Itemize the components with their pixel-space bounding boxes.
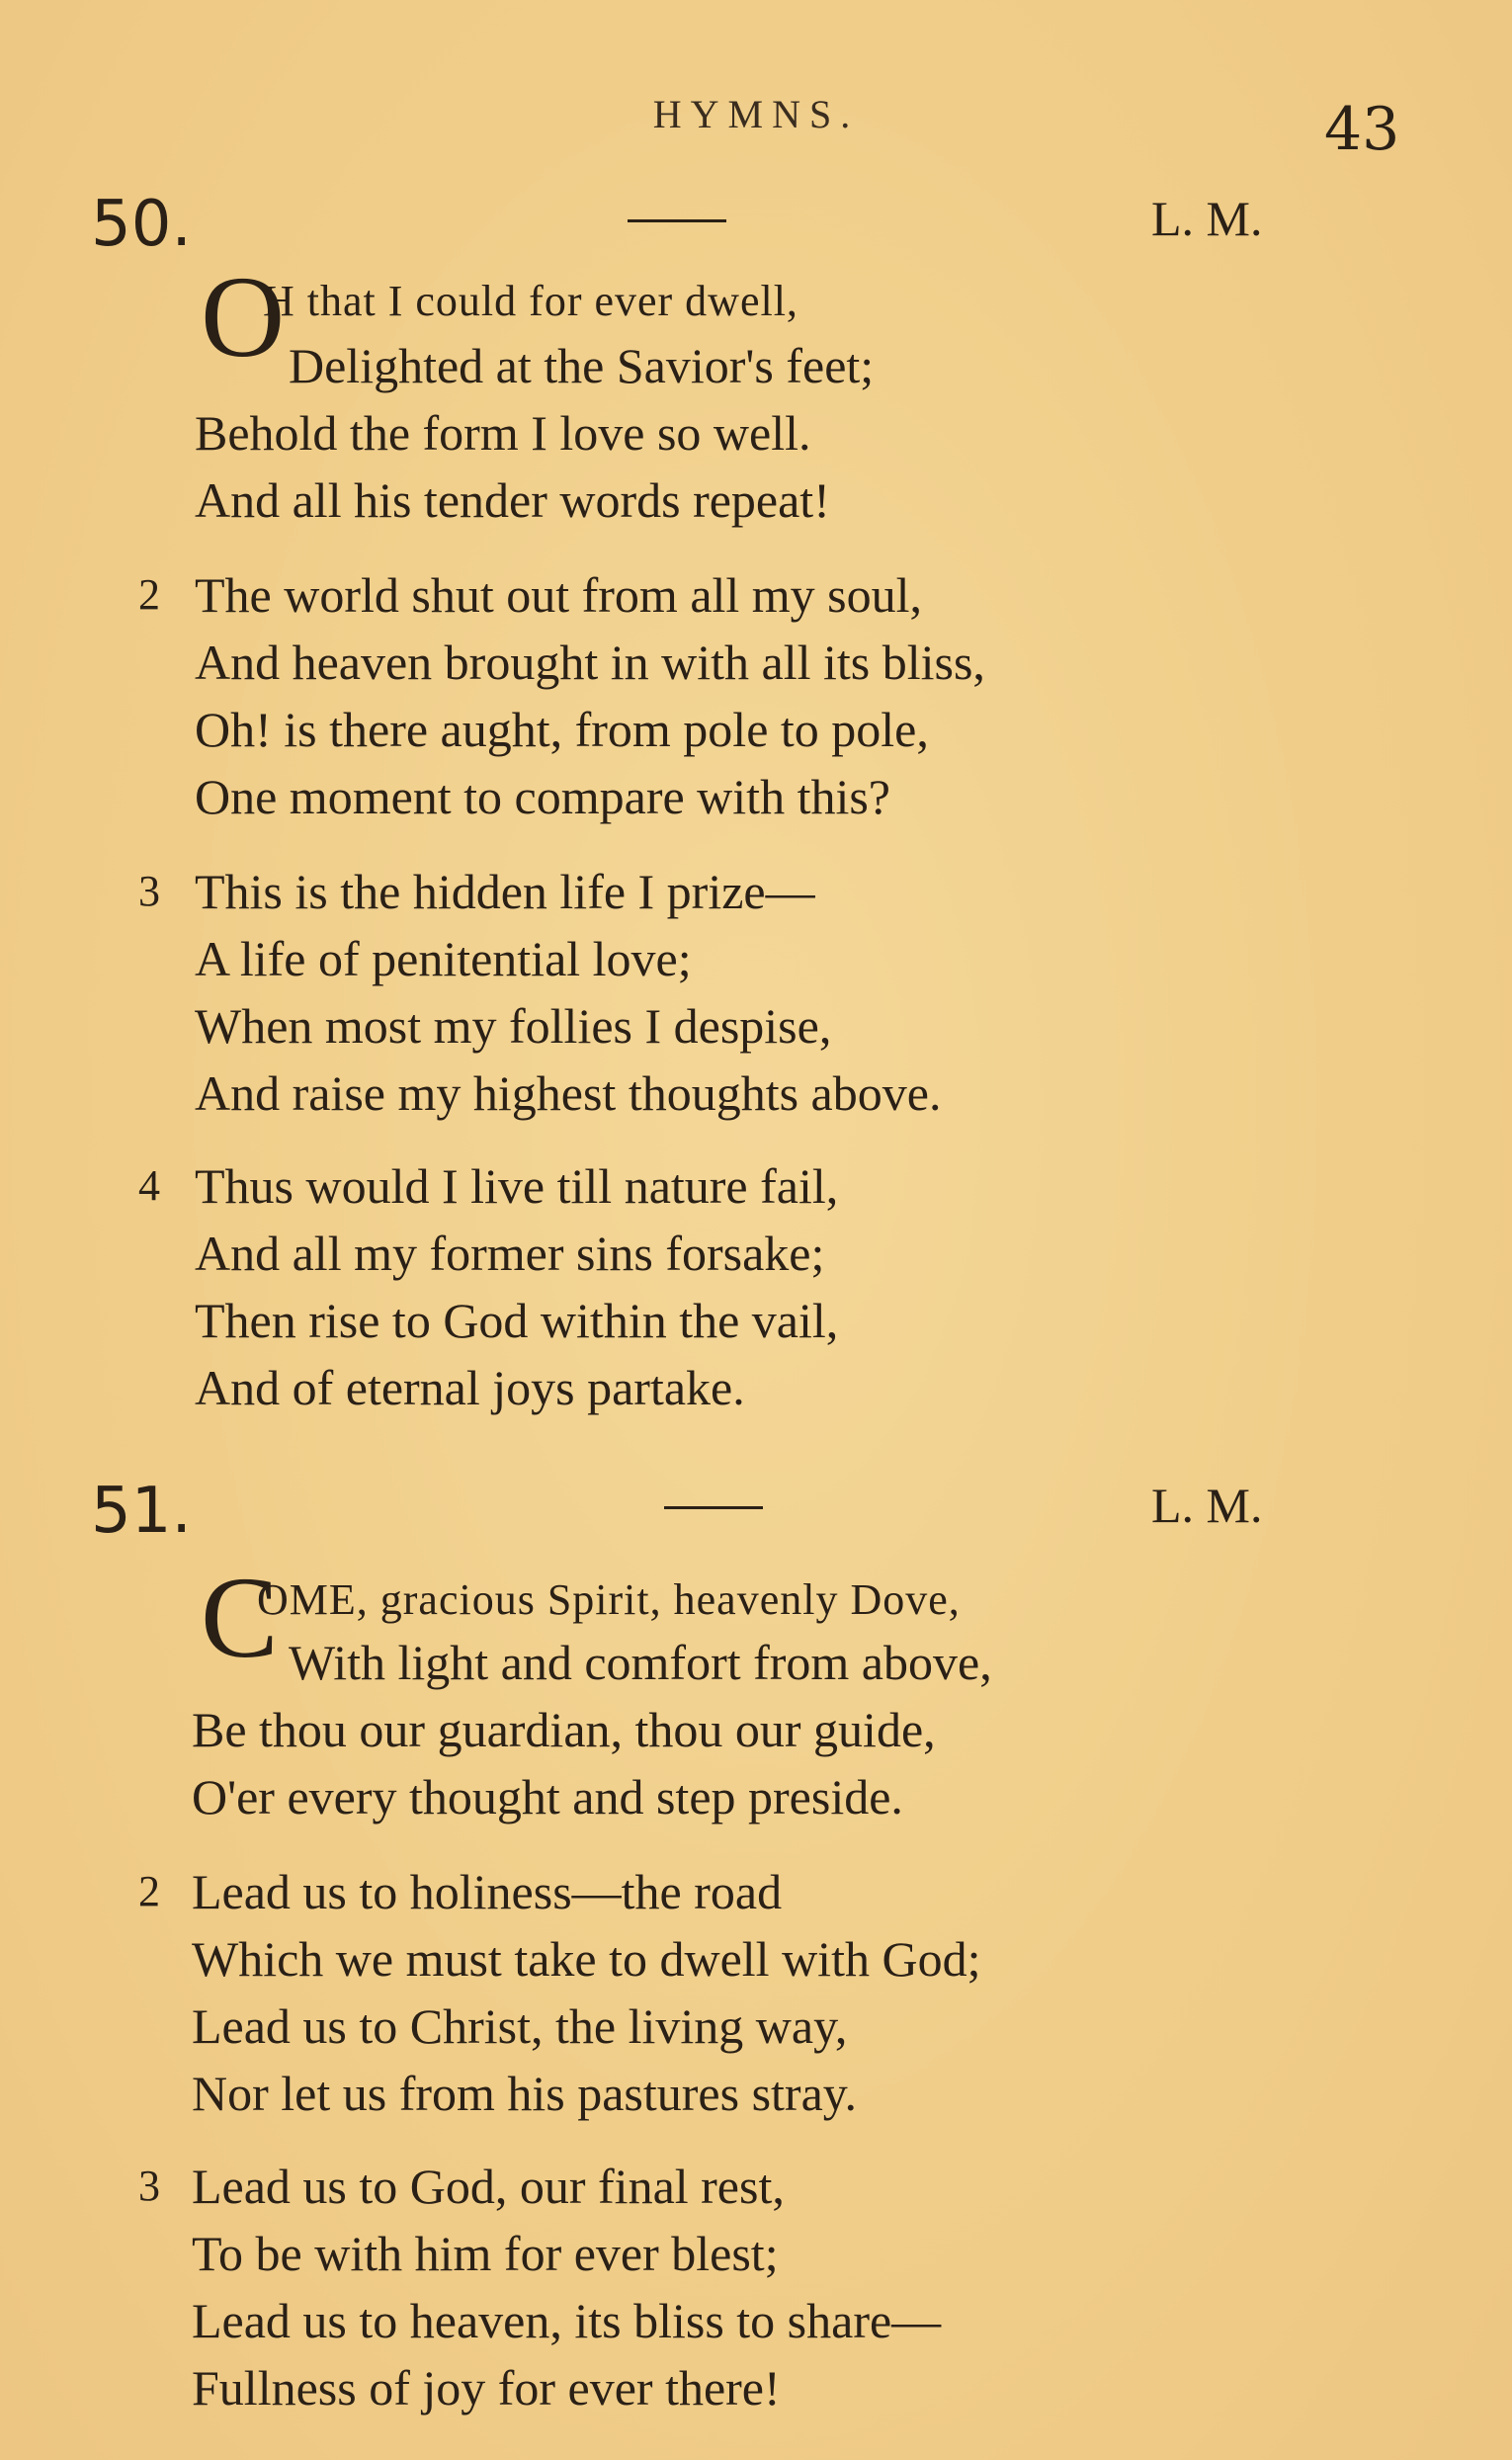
verse-line: Lead us to God, our final rest, xyxy=(192,2159,785,2214)
verse-number: 3 xyxy=(138,867,160,915)
drop-cap: C xyxy=(201,1553,279,1682)
verse-line xyxy=(263,269,798,331)
verse-line: The world shut out from all my soul, xyxy=(195,567,923,623)
hymn-meter: L. M. xyxy=(1151,1478,1263,1533)
verse-line: And raise my highest thoughts above. xyxy=(195,1065,942,1121)
verse-number: 3 xyxy=(138,2162,160,2210)
verse-number: 2 xyxy=(138,1867,160,1915)
verse-line: And all his tender words repeat! xyxy=(195,472,830,528)
drop-cap: O xyxy=(201,252,286,382)
verse-line: Lead us to Christ, the living way, xyxy=(192,1998,848,2054)
verse-line: And all my former sins forsake; xyxy=(195,1226,825,1281)
hymn-number: 51. xyxy=(91,1475,192,1548)
hymn-meter: L. M. xyxy=(1151,191,1263,246)
page-number: 43 xyxy=(1324,95,1400,164)
verse-line: O'er every thought and step preside. xyxy=(192,1769,903,1824)
verse-line: This is the hidden life I prize— xyxy=(195,864,815,919)
verse-line: Delighted at the Savior's feet; xyxy=(289,338,875,393)
verse-line: When most my follies I despise, xyxy=(195,998,832,1054)
first-word-rest: H that I could for ever dwell, xyxy=(263,277,798,325)
verse-number: 2 xyxy=(138,570,160,619)
verse-line: With light and comfort from above, xyxy=(289,1635,992,1690)
verse-line: Which we must take to dwell with God; xyxy=(192,1931,981,1987)
verse-line: Fullness of joy for ever there! xyxy=(192,2360,781,2416)
verse-line: Be thou our guardian, thou our guide, xyxy=(192,1702,936,1757)
verse-line: And heaven brought in with all its bliss, xyxy=(195,635,985,690)
verse-line: Thus would I live till nature fail, xyxy=(195,1158,839,1214)
verse-line: Lead us to holiness—the road xyxy=(192,1864,783,1919)
first-word-rest: OME, gracious Spirit, heavenly Dove, xyxy=(257,1575,961,1624)
hymn-number: 50. xyxy=(91,188,192,261)
verse-line: Then rise to God within the vail, xyxy=(195,1293,839,1348)
verse-line: Behold the form I love so well. xyxy=(195,405,811,461)
verse-line: One moment to compare with this? xyxy=(195,769,891,824)
verse-line: Oh! is there aught, from pole to pole, xyxy=(195,702,929,757)
verse-line: Lead us to heaven, its bliss to share— xyxy=(192,2293,942,2348)
verse-number: 4 xyxy=(138,1161,160,1210)
hymn-separator-dash xyxy=(664,1506,763,1509)
verse-line: And of eternal joys partake. xyxy=(195,1360,745,1415)
verse-line: Nor let us from his pastures stray. xyxy=(192,2066,858,2121)
running-head: HYMNS. xyxy=(652,92,860,136)
verse-line: To be with him for ever blest; xyxy=(192,2226,779,2281)
hymn-separator-dash xyxy=(628,219,726,222)
verse-line: A life of penitential love; xyxy=(195,931,692,986)
verse-line xyxy=(257,1568,961,1630)
